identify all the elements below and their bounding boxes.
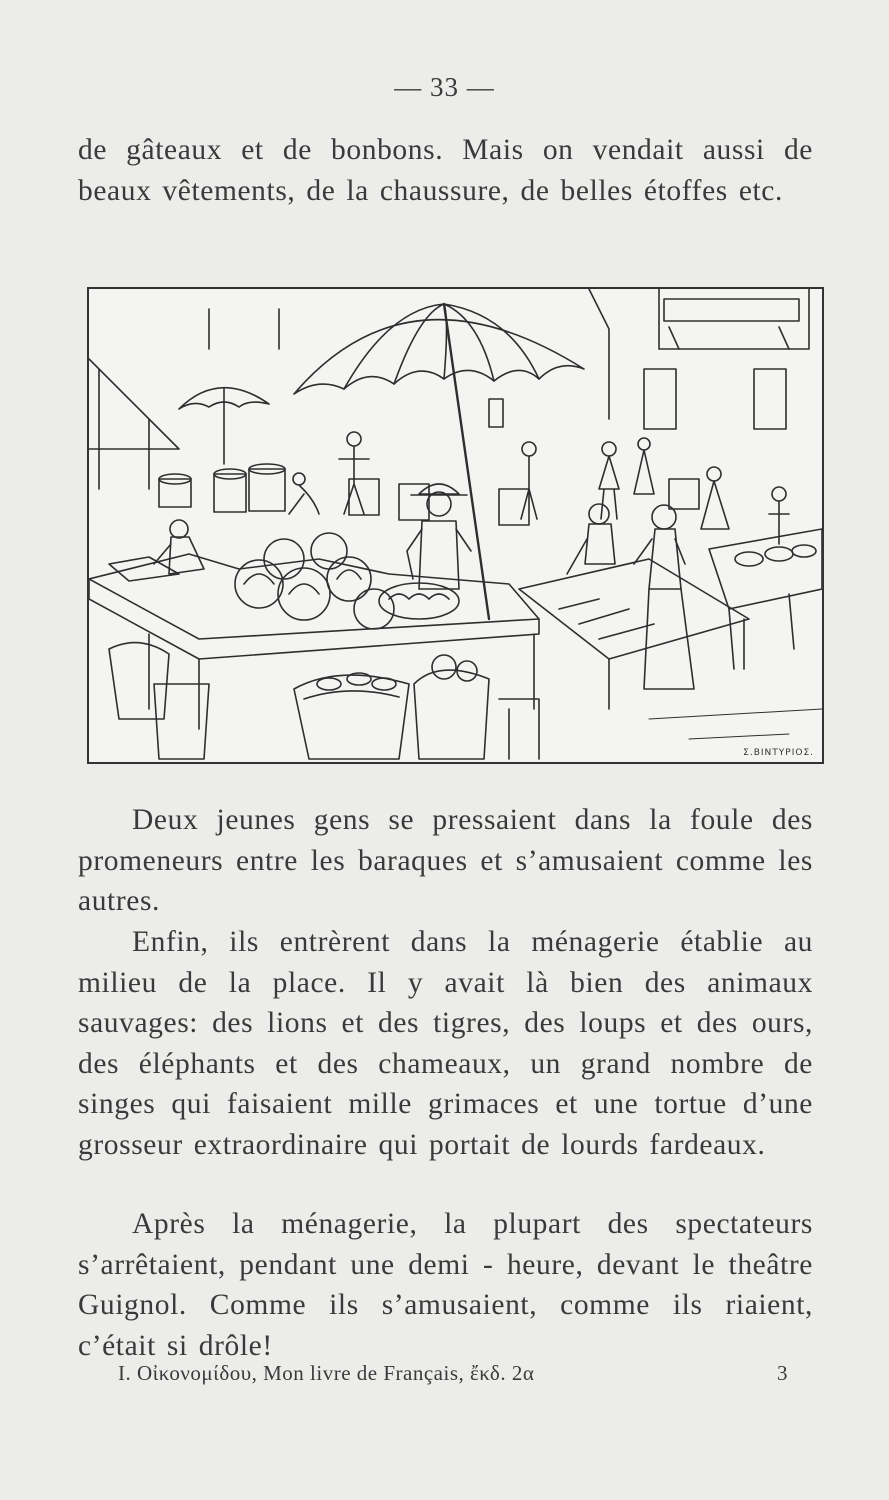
signature-mark: 3: [777, 1361, 788, 1385]
page-number: — 33 —: [394, 72, 495, 102]
market-illustration: [87, 287, 824, 764]
paragraph-2: Deux jeunes gens se pressaient dans la foule des promeneurs entre les baraques et s’amusaient comme les autres.: [78, 804, 813, 917]
paragraph-1: de gâteaux et de bonbons. Mais on vendait aussi de beaux vêtements, de la chaussure, de belles étoffes etc.: [78, 134, 813, 207]
footer-book-title: I. Οἰκονομίδου, Mon livre de Français, ἔκδ. 2α: [118, 1361, 535, 1385]
illustrator-signature: Σ.ΒΙΝΤΥΡΙΟΣ.: [743, 748, 814, 758]
paragraph-4: Après la ménagerie, la plupart des spectateurs s’arrêtaient, pendant une demi - heure, devant le theâtre Guignol. Comme ils s’amusaient, comme ils riaient, c’était si drôle!: [78, 1208, 813, 1362]
paragraph-3: Enfin, ils entrèrent dans la ménagerie établie au milieu de la place. Il y avait là bien des animaux sauvages: des lions et des tigres, des loups et des ours, des éléphants et des chameaux, un grand nombre de singes qui faisaient mille grimaces et une tortue d’une grosseur extraordinaire qui portait de lourds fardeaux.: [78, 926, 813, 1161]
market-scene-drawing: [89, 289, 822, 762]
